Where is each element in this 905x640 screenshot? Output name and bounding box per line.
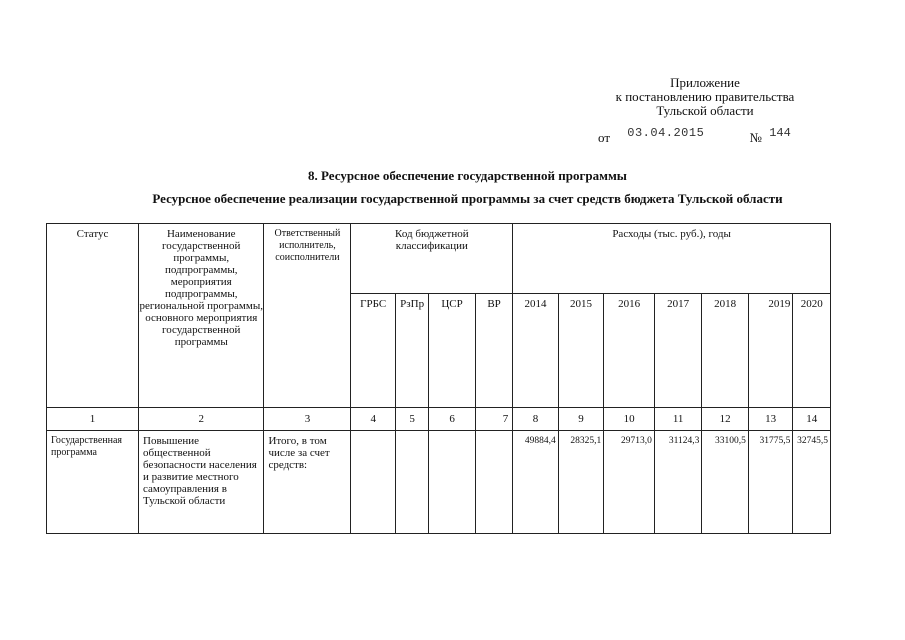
header-expenses: Расходы (тыс. руб.), годы: [513, 224, 831, 294]
column-number: 13: [748, 408, 793, 431]
column-number: 6: [429, 408, 476, 431]
header-year: 2016: [604, 294, 655, 408]
row-name: Повышение общественной безопасности населения и развитие местного самоуправления в Тульской области: [139, 431, 264, 534]
header-year: 2020: [793, 294, 831, 408]
row-responsible: Итого, в том числе за счет средств:: [264, 431, 351, 534]
row-csr: [429, 431, 476, 534]
order-number: 144: [769, 126, 791, 140]
row-value-2015: 28325,1: [558, 431, 604, 534]
row-value-2017: 31124,3: [654, 431, 702, 534]
column-number: 10: [604, 408, 655, 431]
column-number: 7: [475, 408, 512, 431]
column-number: 12: [702, 408, 749, 431]
row-value-2020: 32745,5: [793, 431, 831, 534]
header-status: Статус: [47, 224, 139, 408]
row-vr: [475, 431, 512, 534]
column-number: 5: [395, 408, 428, 431]
header-vr: ВР: [475, 294, 512, 408]
row-grbs: [351, 431, 396, 534]
header-grbs: ГРБС: [351, 294, 396, 408]
column-number: 9: [558, 408, 604, 431]
section-title: 8. Ресурсное обеспечение государственной программы: [308, 168, 627, 183]
row-rzpr: [395, 431, 428, 534]
column-number: 11: [654, 408, 702, 431]
row-value-2016: 29713,0: [604, 431, 655, 534]
column-number: 3: [264, 408, 351, 431]
header-name: Наименование государственной программы, подпрограммы, мероприятия подпрограммы, региональной программы, основного мероприятия государственной программы: [139, 224, 264, 408]
order-reference: [598, 126, 791, 146]
column-number: 2: [139, 408, 264, 431]
header-year: 2019: [748, 294, 793, 408]
row-value-2018: 33100,5: [702, 431, 749, 534]
header-year: 2017: [654, 294, 702, 408]
appendix-line-2: к постановлению правительства: [615, 89, 795, 104]
column-number: 8: [513, 408, 559, 431]
date-label: от: [598, 130, 611, 145]
header-rzpr: РзПр: [395, 294, 428, 408]
header-budget-code: Код бюджетной классификации: [351, 224, 513, 294]
table-row: [47, 431, 831, 534]
header-csr: ЦСР: [429, 294, 476, 408]
header-year: 2015: [558, 294, 604, 408]
column-number-row: [47, 408, 831, 431]
appendix-line-1: Приложение: [670, 75, 740, 90]
appendix-block: [560, 76, 850, 118]
row-status: Государственная программа: [47, 431, 139, 534]
column-number: 4: [351, 408, 396, 431]
resource-table: [46, 223, 831, 534]
header-year: 2014: [513, 294, 559, 408]
row-value-2014: 49884,4: [513, 431, 559, 534]
header-responsible: Ответственный исполнитель, соисполнители: [264, 224, 351, 408]
number-label: №: [749, 130, 762, 145]
section-subtitle: Ресурсное обеспечение реализации государственной программы за счет средств бюджета Тульской области: [152, 191, 783, 206]
appendix-line-3: Тульской области: [656, 103, 754, 118]
row-value-2019: 31775,5: [748, 431, 793, 534]
column-number: 1: [47, 408, 139, 431]
order-date: 03.04.2015: [627, 126, 705, 140]
header-year: 2018: [702, 294, 749, 408]
column-number: 14: [793, 408, 831, 431]
